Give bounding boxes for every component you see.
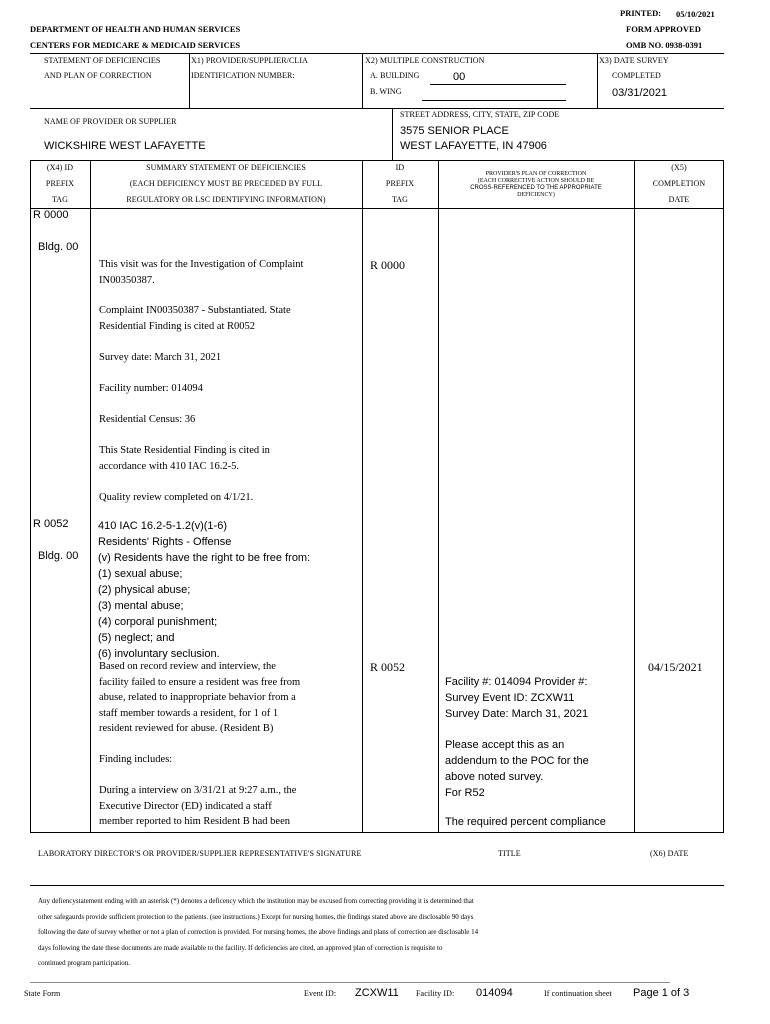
text-line: Survey Date: March 31, 2021 xyxy=(445,708,589,720)
box-divider-2 xyxy=(362,53,363,108)
text-line: (5) neglect; and xyxy=(98,632,175,644)
survey-date-text: Survey date: March 31, 2021 xyxy=(99,352,222,363)
disclaimer-line: Any defiencystatement ending with an asterisk (*) denotes a deficency which the institution may be excused from correcting providing it is determined that xyxy=(38,897,474,905)
plan-header-2: (EACH CORRECTIVE ACTION SHOULD BE xyxy=(477,178,595,184)
department-name: DEPARTMENT OF HEALTH AND HUMAN SERVICES xyxy=(30,24,241,34)
quality-review-text: Quality review completed on 4/1/21. xyxy=(99,492,254,503)
footer-rule xyxy=(30,982,670,983)
bldg-r0000: Bldg. 00 xyxy=(38,241,79,253)
summary-header-3: REGULATORY OR LSC IDENTIFYING INFORMATION) xyxy=(126,195,326,204)
text-line: 410 IAC 16.2-5-1.2(v)(1-6) xyxy=(98,520,227,532)
page-number: Page 1 of 3 xyxy=(633,987,690,999)
col-divider-id xyxy=(438,160,439,832)
text-line: (4) corporal punishment; xyxy=(98,616,218,628)
text-line: (6) involuntary seclusion. xyxy=(98,648,220,660)
text-line: Based on record review and interview, the xyxy=(99,661,276,672)
col-divider-plan xyxy=(634,160,635,832)
text-line: Complaint IN00350387 - Substantiated. State xyxy=(99,305,291,316)
text-line: (v) Residents have the right to be free from: xyxy=(98,552,311,564)
box-divider-3 xyxy=(597,53,598,108)
x3-label-1: X3) DATE SURVEY xyxy=(599,56,669,65)
text-line: above noted survey. xyxy=(445,771,544,783)
plan-header-4: DEFICIENCY) xyxy=(517,192,555,198)
right-border xyxy=(723,160,724,832)
building-label: A. BUILDING xyxy=(370,71,420,80)
regulation-text xyxy=(98,518,310,662)
text-line: IN00350387. xyxy=(99,274,155,286)
survey-completed-date: 03/31/2021 xyxy=(612,87,668,99)
continuation-label: If continuation sheet xyxy=(544,989,612,998)
column-header-bottom-rule xyxy=(30,208,724,209)
facility-id-label: Facility ID: xyxy=(416,989,455,998)
text-line: During a interview on 3/31/21 at 9:27 a.m., the xyxy=(99,785,297,796)
text-line: (3) mental abuse; xyxy=(98,600,184,612)
finding-text xyxy=(99,783,296,830)
printed-date: 05/10/2021 xyxy=(676,9,715,19)
event-id-value: ZCXW11 xyxy=(355,987,399,999)
text-line: (2) physical abuse; xyxy=(98,584,191,596)
col-divider-tag xyxy=(90,160,91,832)
text-line: accordance with 410 IAC 16.2-5. xyxy=(99,460,239,472)
x3-label-2: COMPLETED xyxy=(612,71,661,80)
x5-header-1: (X5) xyxy=(671,163,687,172)
x4-header-2: PREFIX xyxy=(45,179,75,188)
text-line: Survey Event ID: ZCXW11 xyxy=(445,692,575,704)
plan-header-1: PROVIDER'S PLAN OF CORRECTION xyxy=(485,171,587,177)
finding-includes-text: Finding includes: xyxy=(99,754,173,765)
text-line: abuse, related to inappropriate behavior from a xyxy=(99,692,296,703)
building-value: 00 xyxy=(453,71,466,83)
provider-name-label: NAME OF PROVIDER OR SUPPLIER xyxy=(44,117,177,126)
x5-header-2: COMPLETION xyxy=(652,179,706,188)
director-signature-label: LABORATORY DIRECTOR'S OR PROVIDER/SUPPLIER REPRESENTATIVE'S SIGNATURE xyxy=(38,849,362,858)
left-border xyxy=(30,160,31,832)
wing-label: B. WING xyxy=(370,87,402,96)
text-line: For R52 xyxy=(445,787,485,799)
tag-r0000: R 0000 xyxy=(33,209,69,221)
text-line: staff member towards a resident, for 1 of 1 xyxy=(99,707,279,719)
tag-r0052: R 0052 xyxy=(33,518,69,530)
plan-of-correction-text xyxy=(445,737,589,801)
form-approved: FORM APPROVED xyxy=(626,24,701,34)
box-divider-1 xyxy=(189,53,190,108)
x1-label-2: IDENTIFICATION NUMBER: xyxy=(191,71,295,80)
text-line: resident reviewed for abuse. (Resident B) xyxy=(99,723,274,734)
plan-compliance-text: The required percent compliance xyxy=(445,816,606,828)
finding-text xyxy=(99,303,291,334)
address-line-2: WEST LAFAYETTE, IN 47906 xyxy=(400,140,547,152)
summary-header-1: SUMMARY STATEMENT OF DEFICIENCIES xyxy=(146,163,306,172)
signature-bottom-rule xyxy=(30,885,724,886)
id-header-1: ID xyxy=(395,163,405,172)
signature-date-label: (X6) DATE xyxy=(650,849,689,858)
title-label: TITLE xyxy=(498,849,521,858)
x4-header-1: (X4) ID xyxy=(46,163,74,172)
provider-name: WICKSHIRE WEST LAFAYETTE xyxy=(44,140,206,152)
address-line-1: 3575 SENIOR PLACE xyxy=(400,125,509,137)
table-bottom-rule xyxy=(30,832,724,833)
col-divider-summary xyxy=(362,160,363,832)
printed-label: PRINTED: xyxy=(620,8,662,18)
text-line: This State Residential Finding is cited in xyxy=(99,445,270,456)
disclaimer xyxy=(38,894,478,972)
finding-text xyxy=(99,659,300,737)
statement-label-2: AND PLAN OF CORRECTION xyxy=(44,71,152,80)
facility-number-text: Facility number: 014094 xyxy=(99,383,203,394)
id-header-3: TAG xyxy=(391,195,409,204)
text-line: Executive Director (ED) indicated a staff xyxy=(99,800,272,812)
header-box-bottom-rule xyxy=(30,108,724,109)
text-line: addendum to the POC for the xyxy=(445,755,589,767)
x5-header-3: DATE xyxy=(668,195,690,204)
text-line: member reported to him Resident B had been xyxy=(99,816,290,827)
disclaimer-line: following the date of survey whether or not a plan of correction is provided. For nursing homes, the above findings and plans of correction are disclosable 14 xyxy=(38,928,479,936)
facility-id-value: 014094 xyxy=(476,987,513,999)
text-line: Residents' Rights - Offense xyxy=(98,536,232,548)
plan-header-3: CROSS-REFERENCED TO THE APPROPRIATE xyxy=(470,185,602,191)
text-line: (1) sexual abuse; xyxy=(98,568,183,580)
wing-underline xyxy=(422,100,566,101)
text-line: Facility #: 014094 Provider #: xyxy=(445,676,588,688)
disclaimer-line: days following the date these documents are made available to the facility. If deficiencies are cited, an approved plan of correction is requisite to xyxy=(38,943,443,952)
provider-divider xyxy=(392,108,393,160)
header-top-rule xyxy=(30,53,724,54)
right-tag-r0000: R 0000 xyxy=(370,258,406,272)
summary-header-2: (EACH DEFICIENCY MUST BE PRECEDED BY FULL xyxy=(129,179,323,188)
provider-bottom-rule xyxy=(30,160,724,161)
statement-label-1: STATEMENT OF DEFICIENCIES xyxy=(44,56,161,65)
plan-of-correction-text xyxy=(445,674,588,722)
address-label: STREET ADDRESS, CITY, STATE, ZIP CODE xyxy=(400,110,560,119)
building-underline xyxy=(430,84,566,85)
x4-header-3: TAG xyxy=(51,195,69,204)
x1-label-1: X1) PROVIDER/SUPPLIER/CLIA xyxy=(191,56,309,65)
text-line: Please accept this as an xyxy=(445,739,565,751)
text-line: This visit was for the Investigation of Complaint xyxy=(99,259,304,270)
finding-text xyxy=(99,443,270,474)
completion-date: 04/15/2021 xyxy=(648,660,703,674)
omb-number: OMB NO. 0938-0391 xyxy=(626,40,703,50)
disclaimer-line: other safegaurds provide sufficient protection to the patients. (see instructions.) Except for nursing homes, the findings stated above are disclosable 90 days xyxy=(38,912,474,921)
disclaimer-line: continued program participation. xyxy=(38,959,130,967)
right-tag-r0052: R 0052 xyxy=(370,660,406,674)
text-line: Residential Finding is cited at R0052 xyxy=(99,320,256,332)
finding-text xyxy=(99,257,303,288)
x2-label: X2) MULTIPLE CONSTRUCTION xyxy=(365,56,485,65)
text-line: facility failed to ensure a resident was free from xyxy=(99,676,301,688)
census-text: Residential Census: 36 xyxy=(99,414,196,425)
state-form-label: State Form xyxy=(24,989,61,998)
centers-name: CENTERS FOR MEDICARE & MEDICAID SERVICES xyxy=(30,40,241,50)
bldg-r0052: Bldg. 00 xyxy=(38,550,79,562)
event-id-label: Event ID: xyxy=(304,989,337,998)
id-header-2: PREFIX xyxy=(385,179,415,188)
